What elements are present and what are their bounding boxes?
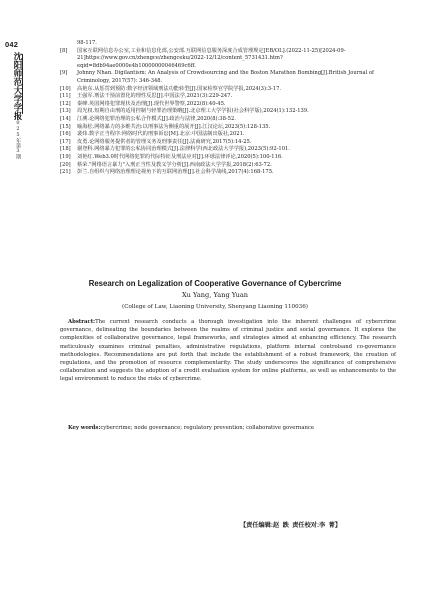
reference-item: 98-117. bbox=[77, 40, 97, 46]
reference-item: [19] 刘艳红.Web3.0时代网络犯罪的代际特征及刑法应对[J].环球法律评论,2020(5):100-116. bbox=[60, 153, 283, 160]
abstract-label: Abstract: bbox=[68, 319, 96, 325]
english-abstract bbox=[60, 318, 396, 384]
side-margin bbox=[0, 0, 40, 603]
reference-item: [18] 谢登科.网络暴力犯罪的公私协同治理模式[J].法律科学(西北政法大学学报),2023(5):92-101. bbox=[60, 146, 290, 153]
english-title: Research on Legalization of Cooperative Governance of Cybercrime bbox=[88, 279, 342, 288]
reference-item: [17] 皮勇.论网络服务提供者的管理义务及刑事责任[J].法商研究,2017(5):14-25. bbox=[60, 138, 252, 145]
page-number: 042 bbox=[5, 40, 19, 49]
keywords-text: cybercrime; node governance; regulatory prevention; collaborative governance bbox=[100, 425, 315, 431]
reference-item: [20] 蔡荣."网络语言暴力"入刑正当性及教义学分析[J].西南政法大学学报,2018(2):63-72. bbox=[60, 161, 272, 168]
keywords-label: Key words: bbox=[68, 425, 101, 431]
reference-item: [12] 秦峰.英国网络犯罪现状及治理[J].现代世界警察,2022(8):40-45. bbox=[60, 100, 226, 107]
reference-item: [11] 王强军.刑法干预前置化的理性反思[J].中国法学,2021(3):229-247. bbox=[60, 93, 233, 100]
journal-issue: 2025年第3期 bbox=[15, 114, 21, 159]
journal-name: 沈阳师范大学学报 bbox=[12, 52, 22, 120]
reference-item: [9] Johnny Nhan. Digilantism: An Analysis of Crowdsourcing and the Boston Marathon Bombing[J].British Journal of Criminology, 2017(57): 346-348. bbox=[60, 70, 374, 84]
english-keywords bbox=[60, 424, 396, 432]
reference-item: [21] 彭兰.自组织与网络治理理论视角下的互联网治理[J].社会科学战线,2017(4):168-175. bbox=[60, 169, 274, 176]
english-authors: Xu Yang, Yang Yuan bbox=[181, 291, 248, 299]
reference-item: [14] 江溯.论网络犯罪治理的公私合作模式[J].政治与法律,2020(8):38-52. bbox=[60, 115, 236, 122]
reference-item: [8] 国家互联网信息办公室,工业和信息化部,公安部.互联网信息服务深度合成管理规定[EB/OL].(2022-11-25)[2024-09-21]https://www.gov.cn/zhengce/zhengceku/2022-12/12/content_5731431.htm?eqid=8db94ae0000e4b10000000046469c6ff. bbox=[60, 47, 346, 69]
abstract-text: The current research conducts a thorough investigation into the inherent challenges of cybercrime governance, delineating the boundaries between the realms of criminal justice and social governance. It explores the complexities of collaborative governance, legal frameworks, and strategies aimed at enhancing efficiency. The research meticulously examines criminal penalties, administrative regulations, platform internal controlsand co-governance methodologies. Recommendations are put forth that include the establishment of a robust framework, the creation of regulations, and the promotion of resource complementarity. The study underscores the significance of comprehensive collaboration and suggests the adoption of a credit evaluation system for online platforms, as well as enhancements to the legal environment to reduce the risks of cybercrime. bbox=[60, 319, 396, 383]
editor-credits: 【责任编辑:赵 跌 责任校对:李 菁】 bbox=[240, 522, 342, 529]
reference-item: [15] 喻海松.网络暴力的多维共治:以刑事法为侧重的展开[J].江汉论坛,2023(5):128-135. bbox=[60, 123, 271, 130]
reference-item: [16] 裴炜.数字正当程序:网络时代的刑事诉讼[M].北京:中国法制出版社,2021. bbox=[60, 131, 245, 138]
reference-item: [10] 高艳东.从惩罚到预防:数字经济领域刑法功能转型[J].国家检察官学院学报,2024(3):3-17. bbox=[60, 85, 282, 92]
reference-list bbox=[60, 40, 396, 177]
reference-item: [13] 周光权.短期自由刑的适用控制与轻罪治理策略[J].北京理工大学学报(社会科学版),2024(1):132-139. bbox=[60, 108, 309, 115]
english-affiliation: (College of Law, Liaoning University, Shenyang Liaoning 110036) bbox=[122, 304, 308, 310]
journal-divider bbox=[22, 54, 23, 114]
